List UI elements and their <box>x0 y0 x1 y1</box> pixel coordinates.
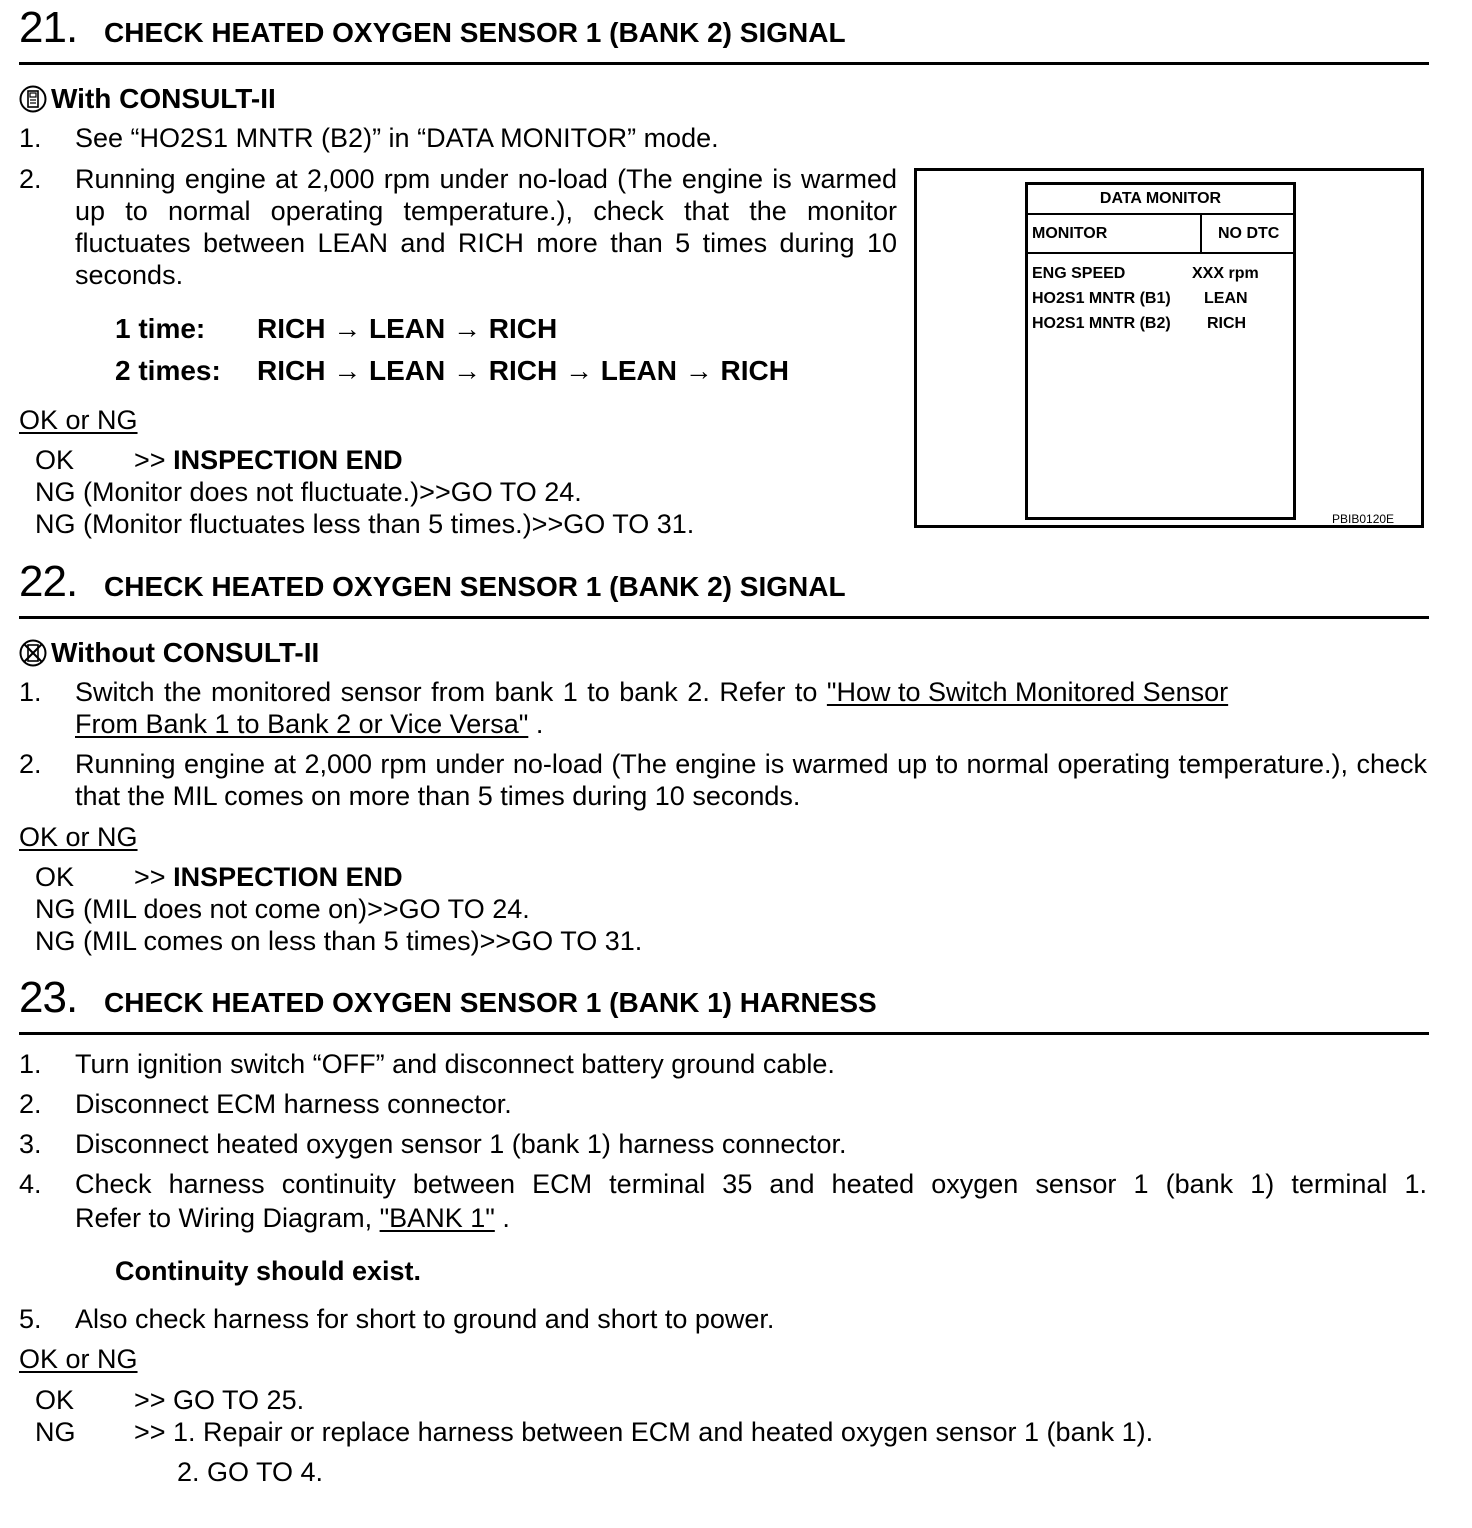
data-monitor-title: DATA MONITOR <box>1099 190 1222 207</box>
step-21-2-text: Running engine at 2,000 rpm under no-load (The engine is warmed up to normal operating temperature.), check that the monitor fluctuates between LEAN and RICH more than 5 times during 10 seconds. <box>75 164 897 290</box>
switch-monitored-sensor-link-cont[interactable]: From Bank 1 to Bank 2 or Vice Versa" <box>75 709 529 739</box>
without-consult-label: Without CONSULT-II <box>51 637 320 668</box>
step-23-1-text: Turn ignition switch “OFF” and disconnect battery ground cable. <box>75 1049 835 1079</box>
step-23-2-text: Disconnect ECM harness connector. <box>75 1089 512 1119</box>
step-21-title: CHECK HEATED OXYGEN SENSOR 1 (BANK 2) SIGNAL <box>104 17 846 48</box>
step-22-number: 22. <box>19 557 78 606</box>
step-22-rule <box>19 616 1429 619</box>
step-23-5-number: 5. <box>19 1304 42 1334</box>
data-monitor-divider <box>1028 252 1293 254</box>
step-21-1-number: 1. <box>19 123 42 153</box>
switch-monitored-sensor-link[interactable]: "How to Switch Monitored Sensor <box>826 677 1229 707</box>
step-22-ok-or-ng: OK or NG <box>19 822 138 852</box>
step-23-number: 23. <box>19 973 78 1022</box>
step-21-1-text: See “HO2S1 MNTR (B2)” in “DATA MONITOR” mode. <box>75 123 719 153</box>
monitor-column-header: MONITOR <box>1032 225 1108 242</box>
step-23-ok-label: OK <box>35 1385 75 1415</box>
step-22-2-text: Running engine at 2,000 rpm under no-load (The engine is warmed up to normal operating temperature.), check that the MIL comes on more than 5 times during 10 seconds. <box>75 749 1427 811</box>
step-22-1-number: 1. <box>19 677 42 707</box>
step-23-3-number: 3. <box>19 1129 42 1159</box>
monitor-row-label: HO2S1 MNTR (B2) <box>1032 315 1171 332</box>
monitor-row-label: HO2S1 MNTR (B1) <box>1032 290 1171 307</box>
data-monitor-screen <box>1025 182 1296 520</box>
monitor-row-value: XXX rpm <box>1192 265 1259 282</box>
step-23-4-text: Check harness continuity between ECM terminal 35 and heated oxygen sensor 1 (bank 1) terminal 1. <box>75 1169 1427 1199</box>
monitor-row-value: LEAN <box>1204 290 1248 307</box>
step-21-ok-result: >> INSPECTION END <box>134 445 403 475</box>
step-23-3-text: Disconnect heated oxygen sensor 1 (bank 1) harness connector. <box>75 1129 847 1159</box>
no-consult-tool-icon <box>19 639 47 667</box>
two-times-sequence: RICH → LEAN → RICH → LEAN → RICH <box>257 355 789 386</box>
step-23-2-number: 2. <box>19 1089 42 1119</box>
step-23-ok-or-ng: OK or NG <box>19 1344 138 1374</box>
step-23-4-text-cont: Refer to Wiring Diagram, "BANK 1" . <box>75 1203 510 1233</box>
step-23-ok-result: >> GO TO 25. <box>134 1385 305 1415</box>
with-consult-label: With CONSULT-II <box>51 83 276 114</box>
no-dtc-header: NO DTC <box>1218 225 1280 242</box>
one-time-label: 1 time: <box>115 313 206 344</box>
step-23-1-number: 1. <box>19 1049 42 1079</box>
step-21-number: 21. <box>19 3 78 52</box>
data-monitor-figure <box>914 168 1424 528</box>
step-22-1-text-cont: From Bank 1 to Bank 2 or Vice Versa" . <box>75 709 544 739</box>
step-21-ok-label: OK <box>35 445 75 475</box>
step-22-2-number: 2. <box>19 749 42 779</box>
bank-1-wiring-link[interactable]: "BANK 1" <box>379 1203 495 1233</box>
step-21-ok-or-ng: OK or NG <box>19 405 138 435</box>
data-monitor-divider <box>1028 213 1293 215</box>
step-22-ok-label: OK <box>35 862 75 892</box>
step-23-5-text: Also check harness for short to ground and short to power. <box>75 1304 775 1334</box>
without-consult-heading <box>19 638 319 668</box>
consult-tool-icon <box>19 85 47 113</box>
step-23-4-number: 4. <box>19 1169 42 1199</box>
two-times-label: 2 times: <box>115 355 221 386</box>
step-23-ng-label: NG <box>35 1417 76 1447</box>
monitor-row-value: RICH <box>1207 315 1247 332</box>
with-consult-heading <box>19 84 276 114</box>
step-23-title: CHECK HEATED OXYGEN SENSOR 1 (BANK 1) HARNESS <box>104 987 877 1018</box>
one-time-sequence: RICH → LEAN → RICH <box>257 313 558 344</box>
step-21-ng-1: NG (Monitor does not fluctuate.)>>GO TO 24. <box>35 477 582 507</box>
data-monitor-col-divider <box>1200 213 1202 253</box>
continuity-note: Continuity should exist. <box>115 1256 422 1286</box>
step-22-title: CHECK HEATED OXYGEN SENSOR 1 (BANK 2) SIGNAL <box>104 571 846 602</box>
step-22-ok-result: >> INSPECTION END <box>134 862 403 892</box>
step-21-rule <box>19 62 1429 65</box>
monitor-row-label: ENG SPEED <box>1032 265 1126 282</box>
step-23-ng-result-2: 2. GO TO 4. <box>177 1457 324 1487</box>
step-22-ng-1: NG (MIL does not come on)>>GO TO 24. <box>35 894 530 924</box>
step-21-2-number: 2. <box>19 164 42 194</box>
step-23-rule <box>19 1032 1429 1035</box>
step-21-ng-2: NG (Monitor fluctuates less than 5 times.)>>GO TO 31. <box>35 509 695 539</box>
step-22-ng-2: NG (MIL comes on less than 5 times)>>GO TO 31. <box>35 926 643 956</box>
figure-code: PBIB0120E <box>1332 512 1395 526</box>
step-23-ng-result: >> 1. Repair or replace harness between ECM and heated oxygen sensor 1 (bank 1). <box>134 1417 1154 1447</box>
step-22-1-text: Switch the monitored sensor from bank 1 to bank 2. Refer to "How to Switch Monitored Sensor <box>75 677 1229 707</box>
